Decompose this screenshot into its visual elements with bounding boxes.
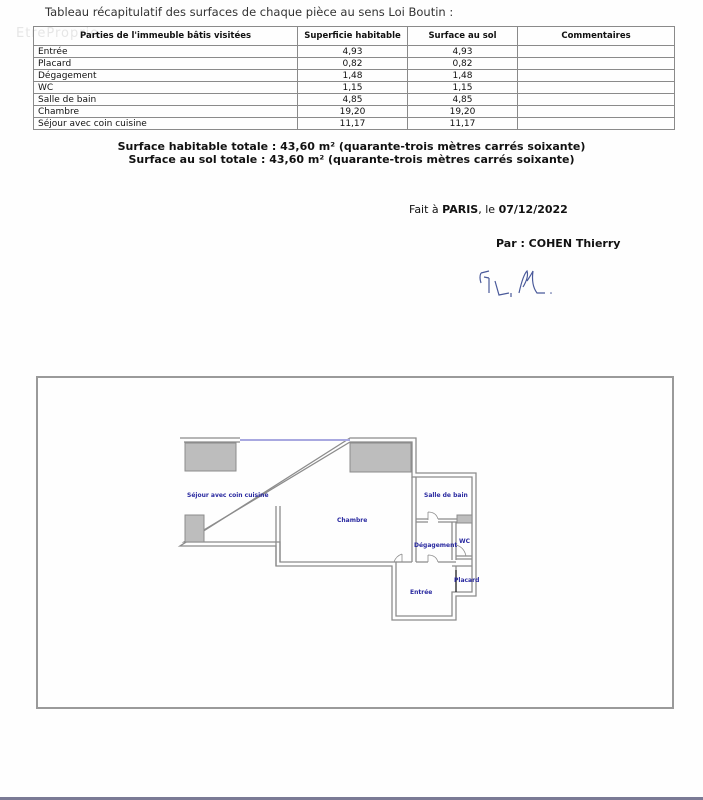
total-habitable: Surface habitable totale : 43,60 m² (quarante-trois mètres carrés soixante) <box>117 140 586 153</box>
header-superficie: Superficie habitable <box>298 27 408 46</box>
sol-value: 1,15 <box>408 82 518 94</box>
sol-value: 19,20 <box>408 106 518 118</box>
habitable-value: 4,93 <box>298 46 408 58</box>
habitable-value: 0,82 <box>298 58 408 70</box>
sol-value: 1,48 <box>408 70 518 82</box>
room-name: Chambre <box>34 106 298 118</box>
habitable-value: 19,20 <box>298 106 408 118</box>
room-name: WC <box>34 82 298 94</box>
fixture-sejour-top <box>185 443 236 471</box>
fixture-sejour-bottom <box>185 515 204 542</box>
habitable-value: 11,17 <box>298 118 408 130</box>
total-sol: Surface au sol totale : 43,60 m² (quarante-trois mètres carrés soixante) <box>128 153 575 166</box>
fait-prefix: Fait à <box>409 203 443 216</box>
room-name: Dégagement <box>34 70 298 82</box>
fixture-chambre-top <box>350 443 411 472</box>
habitable-value: 1,48 <box>298 70 408 82</box>
sol-value: 11,17 <box>408 118 518 130</box>
room-name: Séjour avec coin cuisine <box>34 118 298 130</box>
room-label-sejour: Séjour avec coin cuisine <box>187 492 269 499</box>
document-title: Tableau récapitulatif des surfaces de chaque pièce au sens Loi Boutin : <box>45 5 454 19</box>
date: 07/12/2022 <box>498 203 568 216</box>
room-name: Salle de bain <box>34 94 298 106</box>
author-line: Par : COHEN Thierry <box>496 237 621 250</box>
sol-value: 4,93 <box>408 46 518 58</box>
habitable-value: 4,85 <box>298 94 408 106</box>
room-label-placard: Placard <box>454 577 480 584</box>
watermark: EtreProprio <box>16 26 100 41</box>
sol-value: 4,85 <box>408 94 518 106</box>
header-surface-sol: Surface au sol <box>408 27 518 46</box>
sol-value: 0,82 <box>408 58 518 70</box>
room-name: Placard <box>34 58 298 70</box>
room-label-chambre: Chambre <box>337 517 368 524</box>
room-label-degagement: Dégagement <box>414 542 458 549</box>
city: PARIS <box>442 203 479 216</box>
date-prefix: , le <box>478 203 499 216</box>
header-parties: Parties de l'immeuble bâtis visitées <box>34 27 298 46</box>
habitable-value: 1,15 <box>298 82 408 94</box>
room-name: Entrée <box>34 46 298 58</box>
room-label-salle-de-bain: Salle de bain <box>424 492 468 499</box>
fixture-wc <box>457 515 472 523</box>
header-commentaires: Commentaires <box>518 27 675 46</box>
room-label-entree: Entrée <box>410 589 433 596</box>
room-label-wc: WC <box>459 538 471 545</box>
